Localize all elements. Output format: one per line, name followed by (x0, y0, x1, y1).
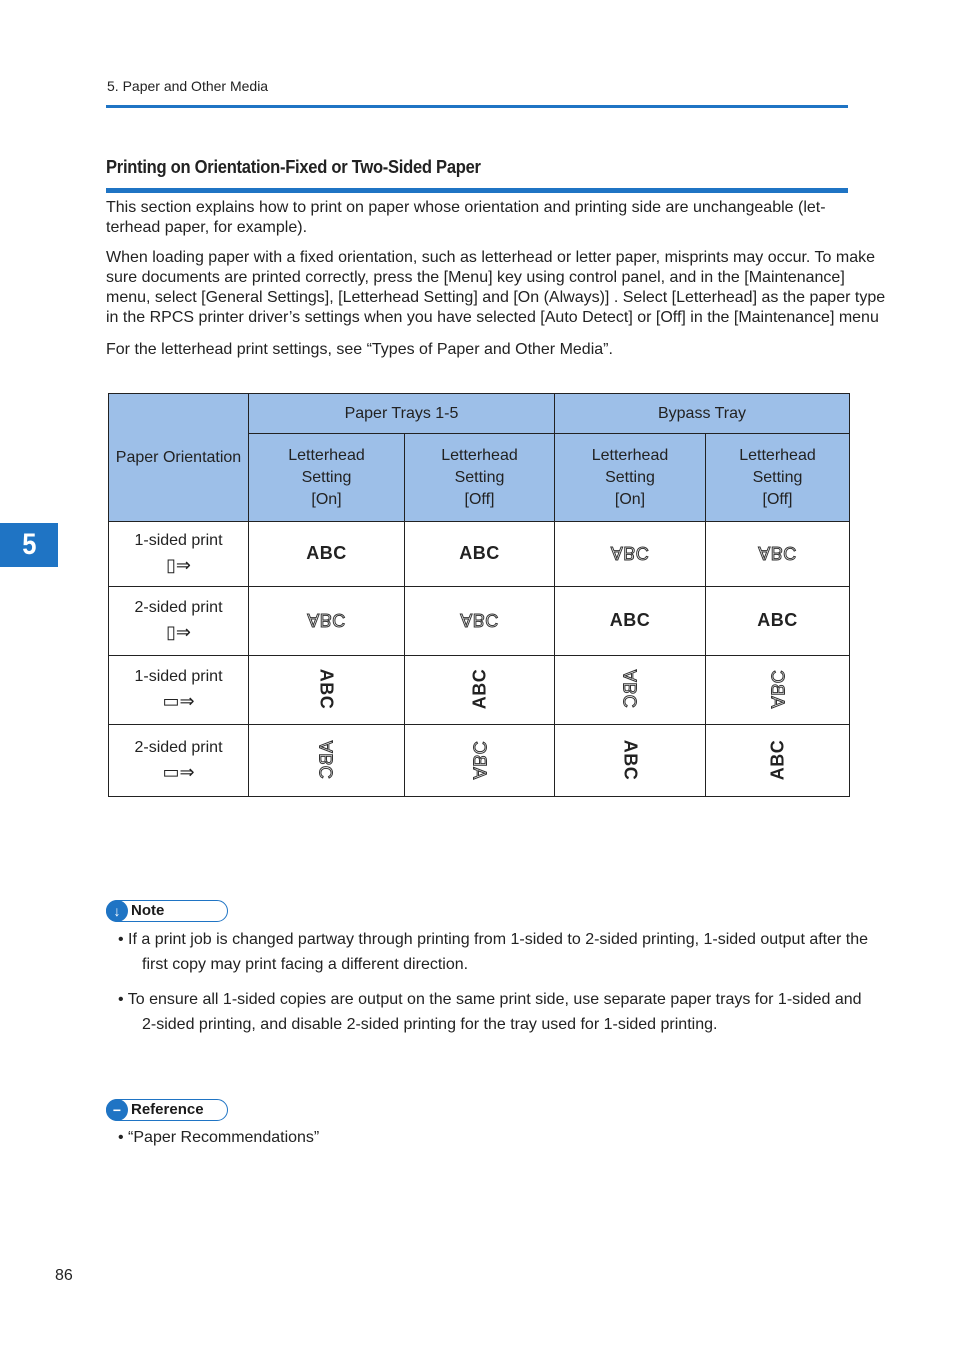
sample-cell: ABC (555, 656, 706, 725)
reference-heading: − Reference (106, 1099, 228, 1121)
col-header-bypass-on: Letterhead Setting [On] (555, 434, 706, 522)
sample-cell: ABC (405, 522, 555, 587)
sample-cell: ABC (405, 587, 555, 656)
landscape-paper-icon: ▭⇒ (162, 691, 195, 711)
row-label: 2-sided print ▭⇒ (109, 725, 249, 797)
sample-cell: ABC (249, 656, 405, 725)
section-title: Printing on Orientation-Fixed or Two-Sided Paper (106, 157, 481, 177)
table-row (109, 656, 850, 725)
group-header-bypass: Bypass Tray (555, 394, 850, 434)
sample-cell: ABC (555, 587, 706, 656)
sample-cell: ABC (249, 587, 405, 656)
chapter-tab: 5 (0, 523, 58, 567)
note-bullet-2: • To ensure all 1-sided copies are output on the same print side, use separate paper trays for 1-sided and 2-sided printing, and disable 2-sided printing for the tray used for 1-sided printing. (118, 991, 862, 1033)
sample-cell: ABC (706, 587, 850, 656)
col-header-trays-off: Letterhead Setting [Off] (405, 434, 555, 522)
minus-circle-icon: − (106, 1099, 128, 1121)
section-rule (106, 188, 848, 193)
reference-bullet-1: • “Paper Recommendations” (118, 1129, 320, 1146)
portrait-paper-icon: ▯⇒ (166, 555, 191, 575)
down-arrow-circle-icon: ↓ (106, 900, 128, 922)
sample-cell: ABC (555, 725, 706, 797)
sample-cell: ABC (249, 725, 405, 797)
running-header: 5. Paper and Other Media (107, 78, 269, 94)
sample-cell: ABC (405, 656, 555, 725)
sample-cell: ABC (706, 522, 850, 587)
col-header-trays-on: Letterhead Setting [On] (249, 434, 405, 522)
header-rule (106, 105, 848, 108)
row-label: 1-sided print ▯⇒ (109, 522, 249, 587)
intro-paragraph: This section explains how to print on paper whose orientation and printing side are unchangeable (let- terhead paper, for example). (106, 199, 826, 236)
sample-cell: ABC (405, 725, 555, 797)
landscape-paper-icon: ▭⇒ (162, 761, 195, 782)
table-row (109, 725, 850, 797)
reference-paragraph: For the letterhead print settings, see “Types of Paper and Other Media”. (106, 341, 613, 358)
col-header-bypass-off: Letterhead Setting [Off] (706, 434, 850, 522)
sample-cell: ABC (249, 522, 405, 587)
sample-cell: ABC (706, 656, 850, 725)
row-label: 1-sided print ▭⇒ (109, 656, 249, 725)
note-heading: ↓ Note (106, 900, 228, 922)
instructions-paragraph: When loading paper with a fixed orientation, such as letterhead or letter paper, misprints may occur. To make sure documents are printed correctly, press the [Menu] key using control panel, and in the [Maintenance] menu, select [General Settings], [Letterhead Setting] and [On (Always)] . Select [Letterhead] as the paper type in the RPCS printer driver’s settings when you have selected [Auto Detect] or [Off] in the [Maintenance] menu (106, 249, 886, 326)
table-row (109, 522, 850, 587)
group-header-trays: Paper Trays 1-5 (249, 394, 555, 434)
row-label: 2-sided print ▯⇒ (109, 587, 249, 656)
sample-cell: ABC (706, 725, 850, 797)
sample-cell: ABC (555, 522, 706, 587)
reference-link[interactable]: “Paper Recommendations” (128, 1129, 320, 1146)
orientation-table (108, 393, 850, 797)
corner-header: Paper Orientation (109, 394, 249, 522)
page-number: 86 (55, 1267, 73, 1284)
portrait-paper-icon: ▯⇒ (166, 622, 191, 642)
table-row (109, 587, 850, 656)
note-bullet-1: • If a print job is changed partway through printing from 1-sided to 2-sided printing, 1-sided output after the first copy may print facing a different direction. (118, 931, 869, 973)
